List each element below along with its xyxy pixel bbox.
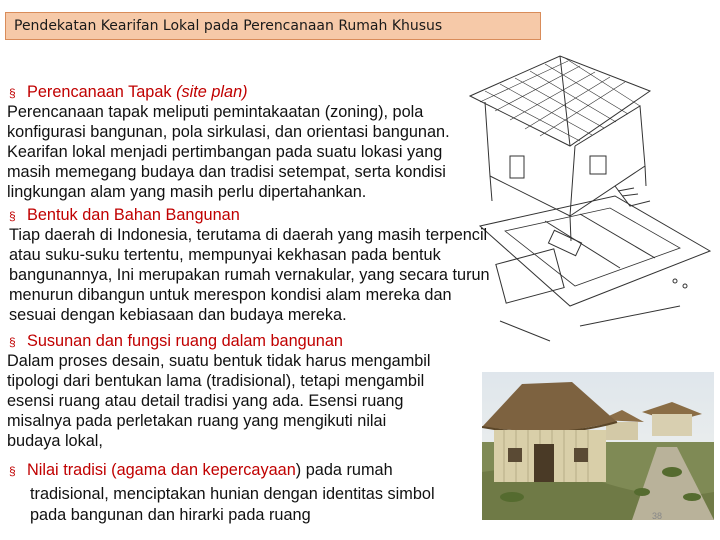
- section-2-line: menurun dibangun untuk merespon kondisi alam mereka dan: [9, 286, 452, 304]
- section-4-line: tradisional, menciptakan hunian dengan identitas simbol: [30, 485, 435, 503]
- section-1-line: Perencanaan tapak meliputi pemintakaatan (zoning), pola: [7, 103, 424, 121]
- bullet-icon: §: [9, 209, 16, 223]
- section-1-heading: [9, 83, 248, 104]
- section-1-line: konfigurasi bangunan, pola sirkulasi, dan orientasi bangunan.: [7, 123, 450, 141]
- heading-text: Bentuk dan Bahan Bangunan: [27, 206, 240, 224]
- section-3-line: budaya lokal,: [7, 432, 103, 450]
- section-1-line: lingkungan alam yang masih perlu dipertahankan.: [7, 183, 367, 201]
- heading-text: Perencanaan Tapak: [27, 83, 177, 101]
- section-1-line: masih memegang budaya dan tradisi setempat, serta kondisi: [7, 163, 446, 181]
- section-3-line: tipologi dari bentukan lama (tradisional), tetapi mengambil: [7, 372, 425, 390]
- bullet-icon: §: [9, 464, 16, 478]
- section-2-heading: [9, 206, 240, 227]
- section-3-line: esensi ruang atau detail tradisi yang ada. Esensi ruang: [7, 392, 404, 410]
- section-2-line: sesuai dengan kebiasaan dan budaya mereka.: [9, 306, 347, 324]
- bullet-icon: §: [9, 86, 16, 100]
- section-2-line: Tiap daerah di Indonesia, terutama di daerah yang masih terpencil: [9, 226, 488, 244]
- section-3-line: Dalam proses desain, suatu bentuk tidak harus mengambil: [7, 352, 431, 370]
- slide-title: Pendekatan Kearifan Lokal pada Perencanaan Rumah Khusus: [14, 18, 443, 34]
- section-4-line: pada bangunan dan hirarki pada ruang: [30, 506, 311, 524]
- page-number: 38: [652, 511, 663, 521]
- section-2-line: bangunannya, Ini merupakan rumah vernakular, yang secara turun: [9, 266, 490, 284]
- section-3-heading: [9, 332, 343, 353]
- section-2-line: atau suku-suku tertentu, mempunyai kekhasan pada bentuk: [9, 246, 441, 264]
- heading-text: Susunan dan fungsi ruang dalam bangunan: [27, 332, 343, 350]
- section-4-heading: [9, 461, 393, 482]
- vernacular-houses-photo: [482, 372, 714, 520]
- heading-tail: ) pada rumah: [295, 461, 393, 479]
- section-1-line: Kearifan lokal menjadi pertimbangan pada suatu lokasi yang: [7, 143, 443, 161]
- section-3-line: misalnya pada perletakan ruang yang mengikuti nilai: [7, 412, 387, 430]
- heading-italic: (site plan): [176, 83, 248, 101]
- house-sketch-illustration: [440, 36, 715, 366]
- bullet-icon: §: [9, 335, 16, 349]
- heading-text: Nilai tradisi (agama dan kepercayaan: [27, 461, 296, 479]
